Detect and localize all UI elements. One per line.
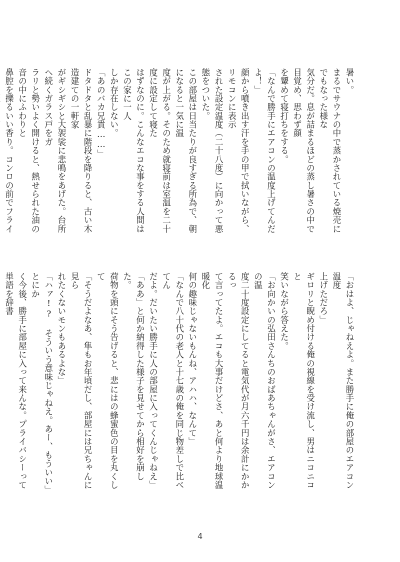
text-line: ドタドタと乱暴に階段を降りると、古い木造建ての一軒家 <box>70 68 94 234</box>
text-line: れたくないモンもあるよな」 <box>56 272 67 385</box>
text-line: だよ。だいたい勝手に人の部屋に入ってくんじゃねえ」 <box>148 272 159 490</box>
lower-text-block <box>4 272 356 494</box>
text-line: 「なんで八十代の老人と十七歳の俺を同じ物差しで比べてん <box>161 272 185 490</box>
text-line: 笑いながら答えた。 <box>279 272 290 351</box>
text-line: ラリと勢いよく開けると、熱せられた油の音の中にふわりと <box>17 68 41 234</box>
text-line: 度が上がる。そのため就寝前は室温を二十度に設定して寝た <box>148 68 172 234</box>
text-line: された設定温度（二十八度）に向かって悪態をついた。 <box>200 68 225 234</box>
text-line: 「あのバカ兄貴……」 <box>96 68 107 159</box>
text-line: 上げただろ」 <box>318 272 329 325</box>
text-line: 暑い。 <box>345 68 355 95</box>
text-line: はずなのに。こんなエコな事をする人間はこの家に一人 <box>122 68 146 234</box>
text-line: 「そうだよなあ、隼もお年頃だし、部屋には兄ちゃんに見ら <box>70 272 94 490</box>
text-line: 「なんで勝手にエアコンの温度上げてんだよ！」 <box>253 68 277 234</box>
text-line: 何の趣味じゃないもんね、アハハ、なんて」 <box>187 272 198 446</box>
text-line: 鼻腔を擽るいい香り。コンロの前でフライ <box>4 68 15 234</box>
text-line: 気分だ。息が詰まるほどの蒸し暑さの中で目覚め、思わず顔 <box>292 68 316 234</box>
text-line: 「お向かいの弘田さんちのおばあちゃんがさ、エアコンの温 <box>253 272 277 490</box>
text-line: 「おはよ、じゃねえよ。また勝手に俺の部屋のエアコン温度 <box>331 272 355 490</box>
upper-text-block <box>4 68 356 238</box>
page-number: 4 <box>197 532 203 541</box>
text-line: 「ハァ!? そういう意味じゃねえ。あー、もういい」とにか <box>30 272 54 490</box>
text-line: ギロリと睨め付ける俺の視線を受け流し、男はニコニコと <box>292 272 316 490</box>
text-line: まるでサウナの中で蒸かされている焼売にでもなった様な <box>318 68 342 234</box>
text-line: 荷物を頭にそう告げると、悲にはの蜂蜜色の目を丸くして <box>96 272 120 490</box>
text-line: を顰めて寝打ちをする。 <box>279 68 290 164</box>
text-line: く今後、勝手に部屋に入って来んな。プライバシーって単語を辞書 <box>4 272 28 490</box>
text-line: 度二十度設定にしてると電気代が月六千円は余計にかかるっ <box>227 272 251 490</box>
text-line: て言ってたよ。エコも大事だけどさ、あと何より地球温暖化 <box>200 272 225 490</box>
text-line: 顔から噴き出す汗を手の甲で拭いながら、リモコンに表示 <box>227 68 251 234</box>
text-line: しか存在しない。 <box>109 68 120 138</box>
text-line: 「ああ」と何か納得した様子を見せてから相好を崩した。 <box>122 272 146 481</box>
text-line: がギシギシと大袈裟に悲鳴をあげた。台所へ続くガラス戸をガ <box>43 68 67 234</box>
text-line: この部屋は日当たりが良すぎる所為で、朝になると一気に温 <box>174 68 198 234</box>
